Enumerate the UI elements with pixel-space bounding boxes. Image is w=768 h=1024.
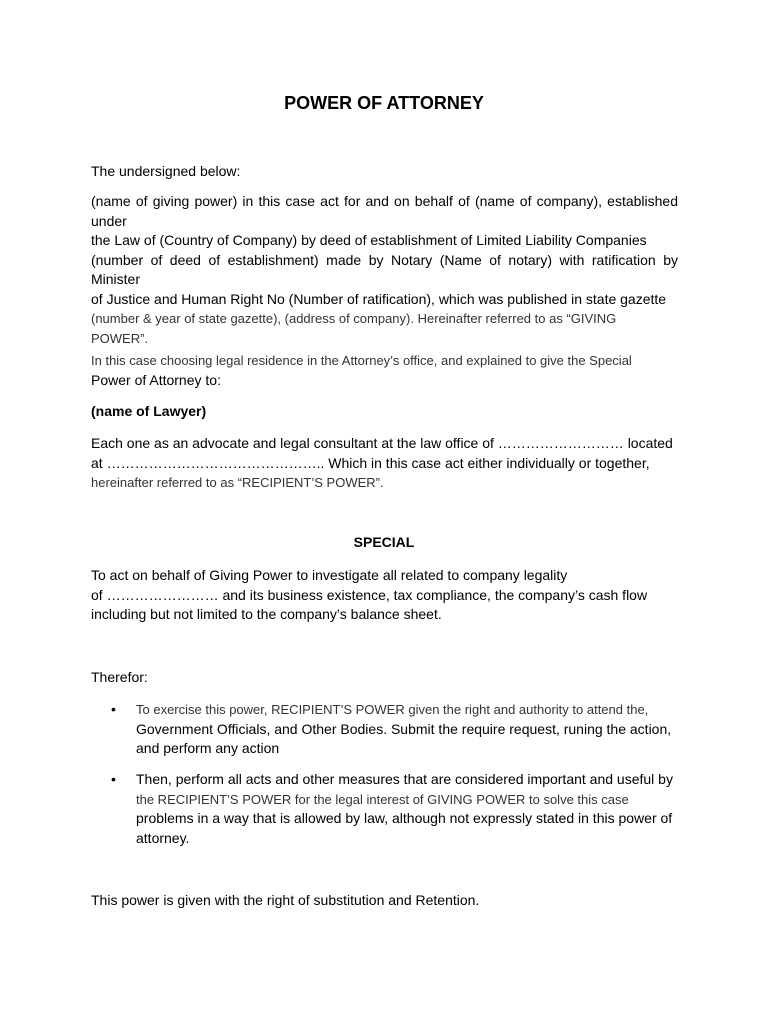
- therefor-label: Therefor:: [91, 669, 148, 685]
- giving-power-line: (number of deed of establishment) made by Notary (Name of notary) with ratification by Minister: [91, 251, 678, 287]
- residence-line: Power of Attorney to:: [91, 371, 221, 388]
- advocate-line: hereinafter referred to as “RECIPIENT’S POWER”.: [91, 475, 384, 490]
- bullet-item: [91, 770, 678, 848]
- bullet-line: problems in a way that is allowed by law, although not expressly stated in this power of: [136, 810, 673, 826]
- bullet-icon: •: [111, 771, 116, 787]
- lawyer-name: (name of Lawyer): [91, 403, 207, 419]
- document-title: POWER OF ATTORNEY: [284, 93, 484, 113]
- advocate-line: at ……………………………………….. Which in this case act either individually or together,: [91, 454, 650, 471]
- giving-power-line: the Law of (Country of Company) by deed of establishment of Limited Liability Companies: [91, 232, 647, 248]
- bullet-line: Then, perform all acts and other measures that are considered important and useful by: [136, 771, 673, 787]
- bullet-item: [91, 700, 678, 759]
- bullet-line: Government Officials, and Other Bodies. Submit the require request, runing the action,: [136, 720, 672, 737]
- undersigned-label: The undersigned below:: [91, 163, 241, 179]
- giving-power-paragraph: [91, 192, 678, 348]
- bullet-line: To exercise this power, RECIPIENT’S POWER given the right and authority to attend the,: [136, 702, 649, 717]
- bullet-line: and perform any action: [136, 740, 280, 756]
- advocate-paragraph: [91, 434, 678, 493]
- residence-paragraph: [91, 351, 678, 390]
- bullet-line: attorney.: [136, 829, 190, 846]
- special-line: including but not limited to the company’s balance sheet.: [91, 606, 442, 622]
- giving-power-line: (number & year of state gazette), (address of company). Hereinafter referred to as “GIVING: [91, 311, 617, 326]
- special-heading: SPECIAL: [353, 534, 415, 550]
- special-paragraph: [91, 566, 678, 625]
- giving-power-line: POWER”.: [91, 330, 149, 346]
- advocate-line: Each one as an advocate and legal consultant at the law office of ……………………… located: [91, 435, 673, 451]
- residence-line: In this case choosing legal residence in the Attorney’s office, and explained to give the Special: [91, 353, 632, 368]
- closing-paragraph: This power is given with the right of substitution and Retention.: [91, 892, 480, 908]
- giving-power-line: of Justice and Human Right No (Number of ratification), which was published in state gazette: [91, 290, 667, 307]
- bullet-icon: •: [111, 701, 116, 717]
- giving-power-line: (name of giving power) in this case act for and on behalf of (name of company), established under: [91, 193, 678, 229]
- special-line: To act on behalf of Giving Power to investigate all related to company legality: [91, 567, 568, 583]
- special-line: of …………………… and its business existence, tax compliance, the company’s cash flow: [91, 586, 648, 603]
- bullet-line: the RECIPIENT’S POWER for the legal interest of GIVING POWER to solve this case: [136, 791, 629, 807]
